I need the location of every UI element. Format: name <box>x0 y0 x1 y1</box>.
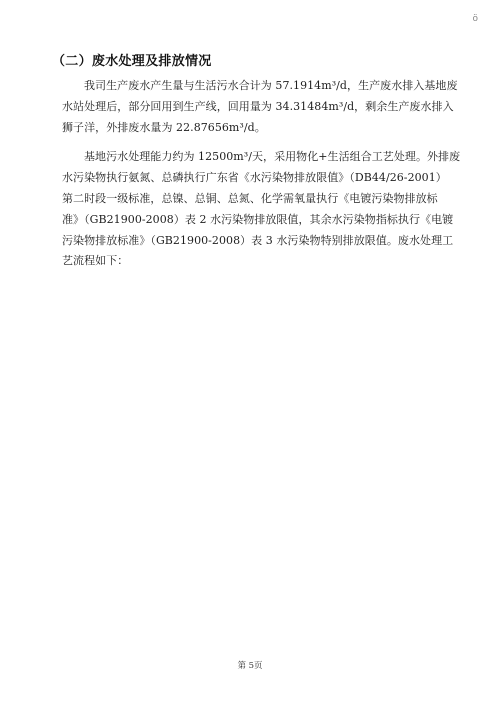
paragraph-2-line: 第二时段一级标准，总镍、总铜、总氮、化学需氧量执行《电镀污染物排放标 <box>62 191 438 205</box>
page-number: 第 5页 <box>237 661 263 671</box>
section-heading: （二）废水处理及排放情况 <box>52 54 212 69</box>
body-text <box>62 76 461 272</box>
paragraph-2-line: 艺流程如下： <box>62 254 129 268</box>
paragraph-2-line: 基地污水处理能力约为 12500m³/天，采用物化+生活组合工艺处理。外排废 <box>84 150 461 164</box>
corner-mark: ö <box>472 14 478 24</box>
paragraph-2-line: 准》（GB21900-2008）表 2 水污染物排放限值，其余水污染物指标执行《电镀 <box>62 212 454 226</box>
paragraph-2-line: 水污染物执行氨氮、总磷执行广东省《水污染物排放限值》（DB44/26-2001） <box>62 171 447 185</box>
paragraph-1-line: 我司生产废水产生量与生活污水合计为 57.1914m³/d，生产废水排入基地废 <box>84 79 458 92</box>
paragraph-1-line: 狮子洋，外排废水量为 22.87656m³/d。 <box>62 120 266 134</box>
paragraph-1-line: 水站处理后，部分回用到生产线，回用量为 34.31484m³/d，剩余生产废水排入 <box>62 99 454 113</box>
paragraph-2-line: 污染物排放标准》（GB21900-2008）表 3 水污染物特别排放限值。废水处理工 <box>62 233 454 247</box>
paragraph-gap <box>62 138 450 147</box>
